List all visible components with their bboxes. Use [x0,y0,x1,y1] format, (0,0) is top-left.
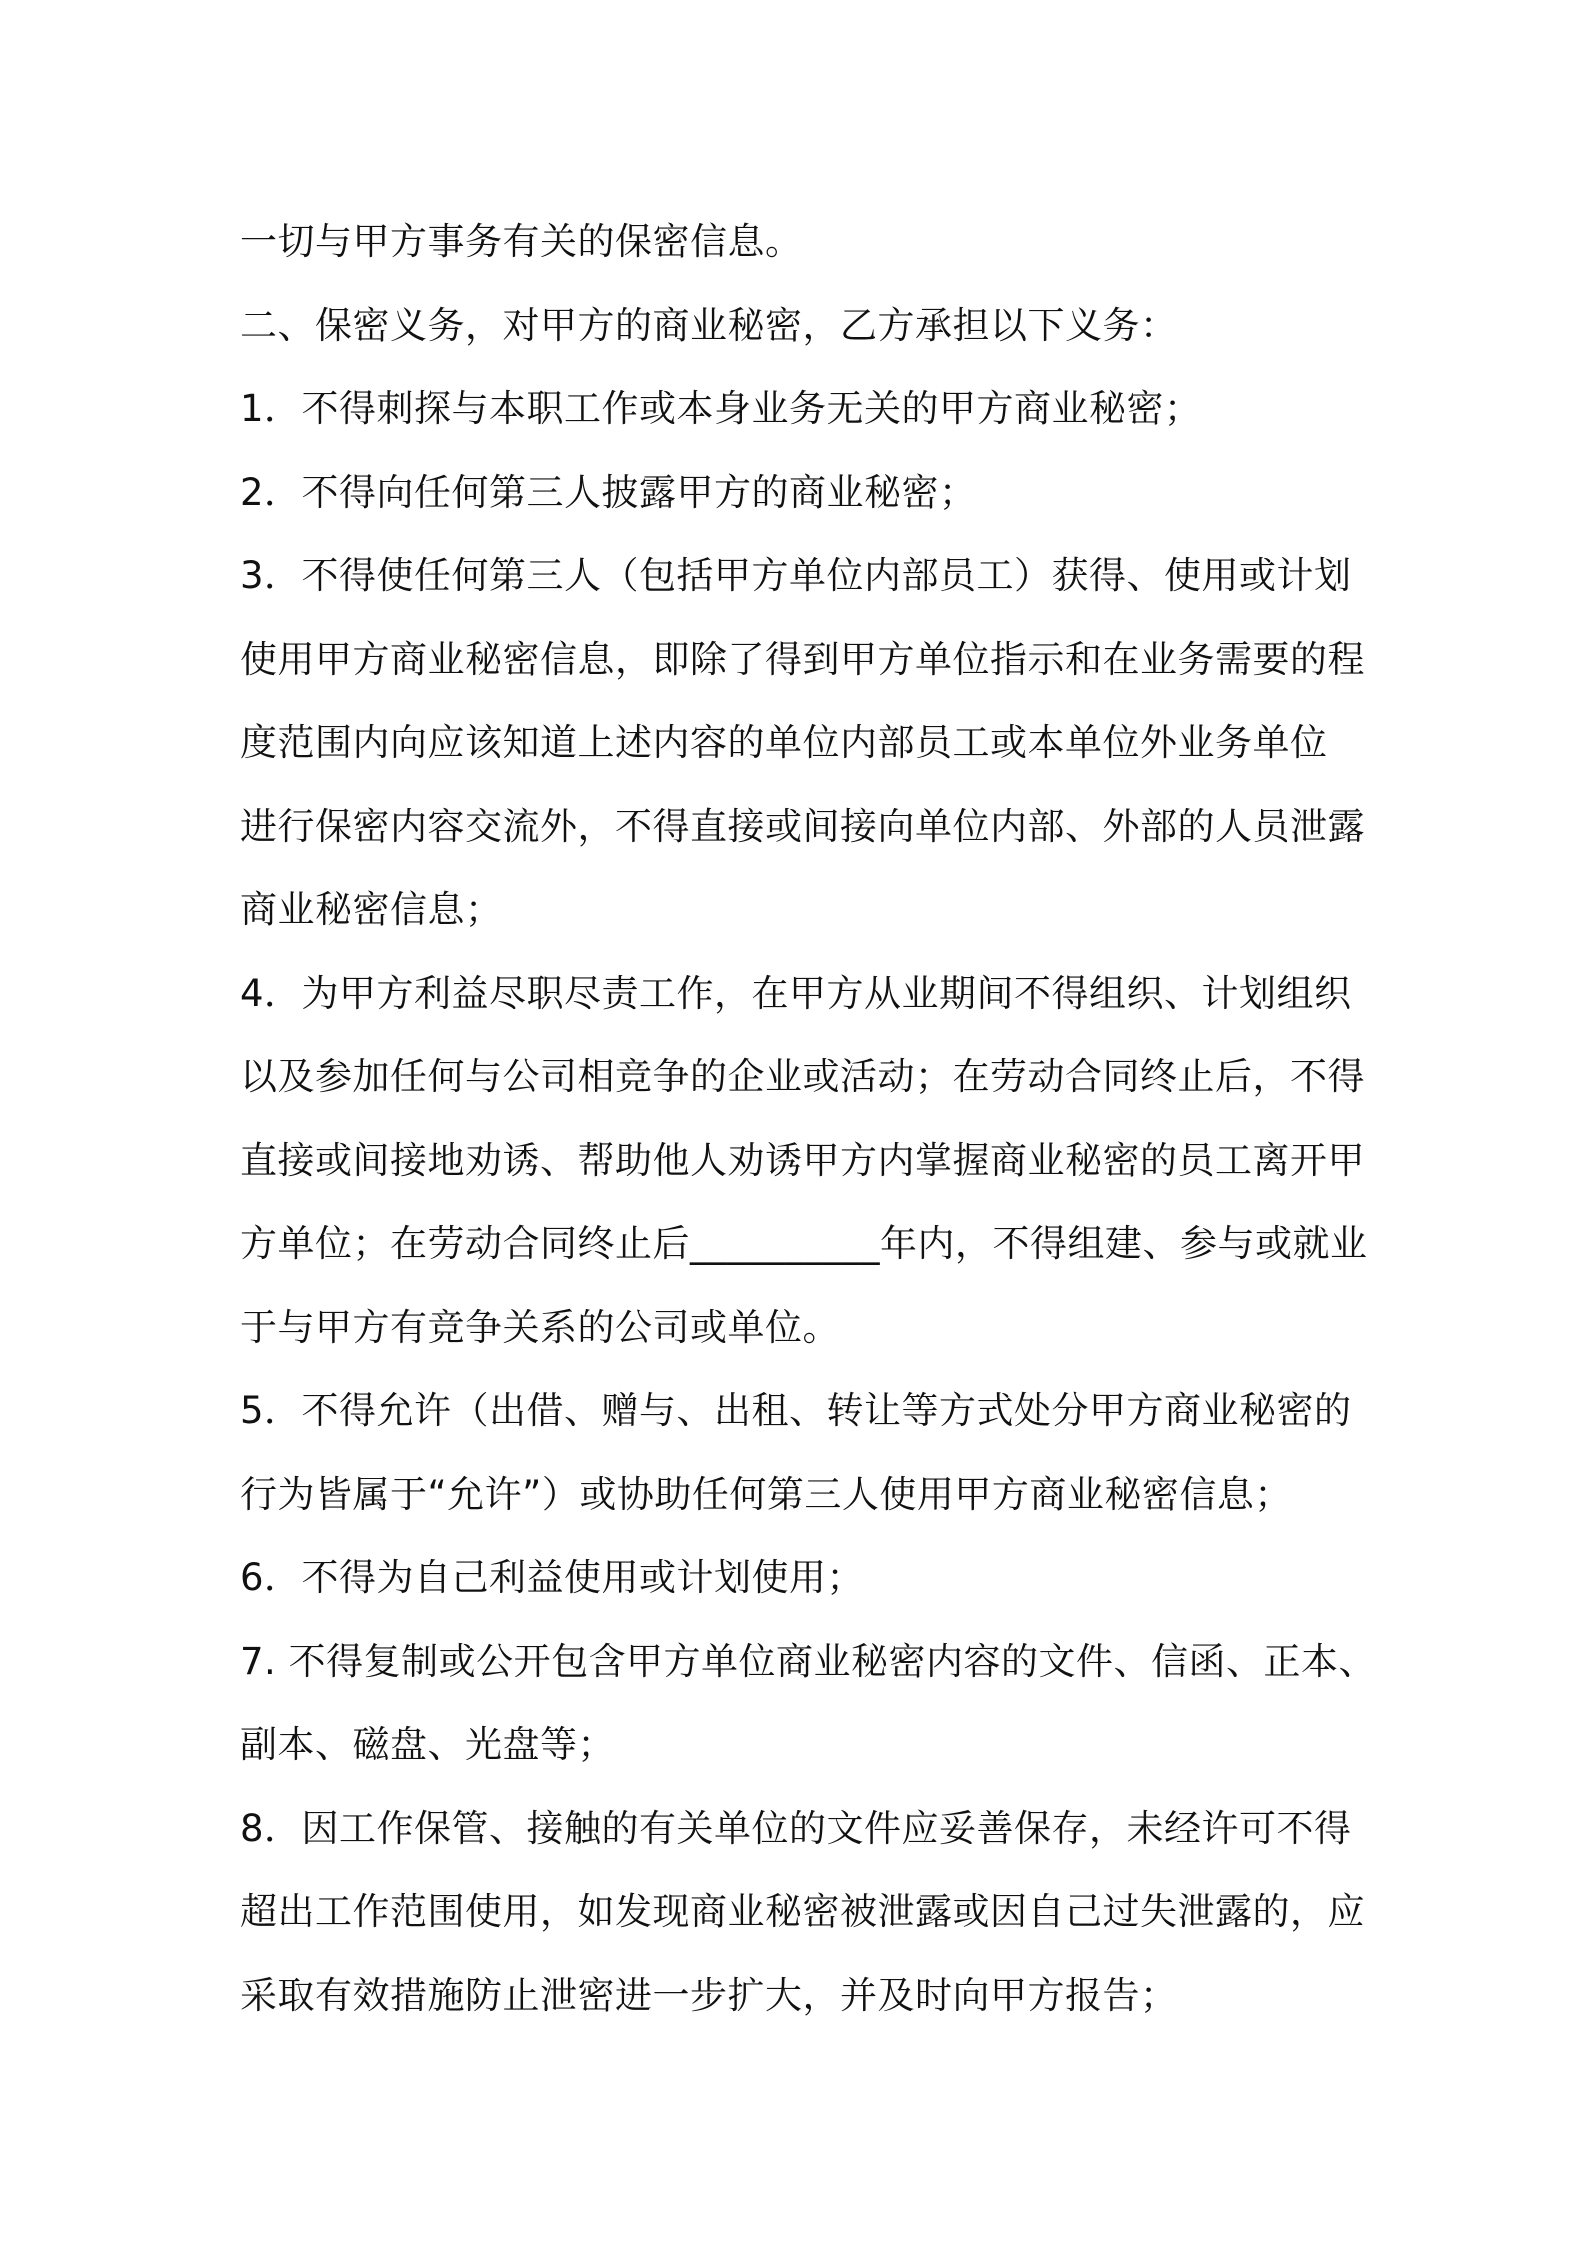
clause-4-line-4: 方单位；在劳动合同终止后__________年内，不得组建、参与或就业 [240,1222,1368,1265]
clause-8-line-1: 8．因工作保管、接触的有关单位的文件应妥善保存，未经许可不得 [240,1806,1352,1850]
clause-4-line-3: 直接或间接地劝诱、帮助他人劝诱甲方内掌握商业秘密的员工离开甲 [240,1138,1365,1182]
clause-4-line-2: 以及参加任何与公司相竞争的企业或活动；在劳动合同终止后，不得 [240,1055,1365,1098]
clause-4-line-5: 于与甲方有竞争关系的公司或单位。 [240,1305,840,1349]
clause-5-line-2: 行为皆属于“允许”）或协助任何第三人使用甲方商业秘密信息； [240,1472,1292,1516]
clause-5-line-1: 5．不得允许（出借、赠与、出租、转让等方式处分甲方商业秘密的 [240,1389,1352,1432]
section-heading: 二、保密义务，对甲方的商业秘密，乙方承担以下义务： [240,303,1178,347]
clause-7-line-2: 副本、磁盘、光盘等； [240,1723,615,1766]
clause-8-line-3: 采取有效措施防止泄密进一步扩大，并及时向甲方报告； [240,1973,1178,2017]
clause-3-line-4: 进行保密内容交流外，不得直接或间接向单位内部、外部的人员泄露 [240,804,1365,848]
text-line: 一切与甲方事务有关的保密信息。 [240,220,803,263]
clause-3-line-1: 3．不得使任何第三人（包括甲方单位内部员工）获得、使用或计划 [240,554,1352,597]
document-page [240,200,1377,2037]
clause-8-line-2: 超出工作范围使用，如发现商业秘密被泄露或因自己过失泄露的，应 [240,1890,1365,1933]
clause-3-line-5: 商业秘密信息； [240,888,503,931]
clause-2: 2．不得向任何第三人披露甲方的商业秘密； [240,470,977,514]
clause-3-line-3: 度范围内向应该知道上述内容的单位内部员工或本单位外业务单位 [240,721,1328,764]
clause-6: 6．不得为自己利益使用或计划使用； [240,1556,865,1599]
clause-3-line-2: 使用甲方商业秘密信息，即除了得到甲方单位指示和在业务需要的程 [240,637,1365,681]
clause-7-line-1: 7. 不得复制或公开包含甲方单位商业秘密内容的文件、信函、正本、 [240,1639,1377,1683]
clause-1: 1．不得刺探与本职工作或本身业务无关的甲方商业秘密； [240,387,1202,430]
clause-4-line-1: 4．为甲方利益尽职尽责工作，在甲方从业期间不得组织、计划组织 [240,971,1352,1015]
